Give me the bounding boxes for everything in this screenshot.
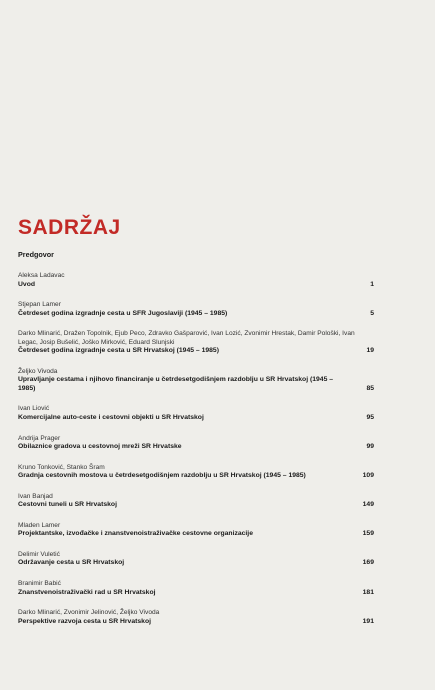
- entry-page-number: 181: [362, 588, 374, 596]
- table-of-contents: [18, 250, 374, 638]
- entry-page-number: 169: [362, 559, 374, 567]
- toc-entry: [18, 301, 374, 318]
- entry-title: Perspektive razvoja cesta u SR Hrvatskoj: [18, 617, 151, 625]
- toc-entry: [18, 609, 374, 626]
- entry-authors: Delimir Vuletić: [18, 550, 60, 558]
- toc-entry: [18, 580, 374, 597]
- entry-authors: Aleksa Ladavac: [18, 272, 65, 279]
- entry-title: Četrdeset godina izgradnje cesta u SR Hrvatskoj (1945 – 1985): [18, 347, 219, 355]
- entry-page-number: 149: [362, 501, 374, 509]
- entry-page-number: 85: [366, 384, 374, 392]
- entry-title: Upravljanje cestama i njihovo financiranje u četrdesetgodišnjem razdoblju u SR Hrvatskoj (1945 – 1985): [18, 376, 334, 392]
- entry-title: Projektantske, izvođačke i znanstvenoistraživačke cestovne organizacije: [18, 530, 253, 538]
- entry-title: Obilaznice gradova u cestovnoj mreži SR Hrvatske: [18, 443, 182, 451]
- entry-page-number: 191: [362, 617, 374, 625]
- toc-entry: [18, 551, 374, 568]
- toc-entry: [18, 493, 374, 510]
- entry-title: Održavanje cesta u SR Hrvatskoj: [18, 559, 125, 567]
- entry-authors: Kruno Tonković, Stanko Šram: [18, 463, 105, 471]
- entry-title: Znanstvenoistraživački rad u SR Hrvatskoj: [18, 588, 156, 596]
- entry-page-number: 1: [370, 280, 374, 288]
- entry-authors: Darko Mlinarić, Dražen Topolnik, Ejub Peco, Zdravko Gašparović, Ivan Lozić, Zvonimir Hrestak, Damir Pološki, Ivan Legac, Josip Bušelić, Joško Mirković, Eduard Slunjski: [18, 330, 355, 346]
- entry-authors: Mladen Lamer: [18, 521, 61, 529]
- entry-page-number: 99: [366, 443, 374, 451]
- entry-title: Gradnja cestovnih mostova u četrdesetgodišnjem razdoblju u SR Hrvatskoj (1945 – 1985): [18, 472, 306, 480]
- entry-authors: Stjepan Lamer: [18, 301, 61, 309]
- entry-title: Uvod: [18, 280, 35, 288]
- entry-title: Cestovni tuneli u SR Hrvatskoj: [18, 501, 117, 509]
- toc-entry: [18, 272, 374, 289]
- entry-page-number: 5: [370, 309, 374, 317]
- toc-entry: [18, 368, 374, 394]
- entry-authors: Ivan Banjad: [18, 492, 53, 500]
- entry-page-number: 159: [362, 530, 374, 538]
- toc-entry: [18, 522, 374, 539]
- entry-authors: Branimir Babić: [18, 580, 61, 588]
- entry-title: Komercijalne auto-ceste i cestovni objekti u SR Hrvatskoj: [18, 413, 204, 421]
- entry-authors: Ivan Liović: [18, 405, 50, 413]
- entry-page-number: 19: [366, 347, 374, 355]
- toc-entries: [18, 272, 374, 626]
- entry-title: Četrdeset godina izgradnje cesta u SFR Jugoslaviji (1945 – 1985): [18, 309, 228, 317]
- foreword-label: Predgovor: [18, 250, 54, 259]
- entry-page-number: 95: [366, 413, 374, 421]
- entry-authors: Darko Mlinarić, Zvonimir Jelinović, Željko Vivoda: [18, 609, 160, 617]
- toc-entry: [18, 330, 374, 356]
- toc-entry: [18, 435, 374, 452]
- entry-page-number: 109: [362, 472, 374, 480]
- toc-entry: [18, 464, 374, 481]
- toc-entry: [18, 405, 374, 422]
- entry-authors: Željko Vivoda: [18, 367, 58, 375]
- entry-authors: Andrija Prager: [18, 434, 61, 442]
- page-title: SADRŽAJ: [18, 216, 121, 239]
